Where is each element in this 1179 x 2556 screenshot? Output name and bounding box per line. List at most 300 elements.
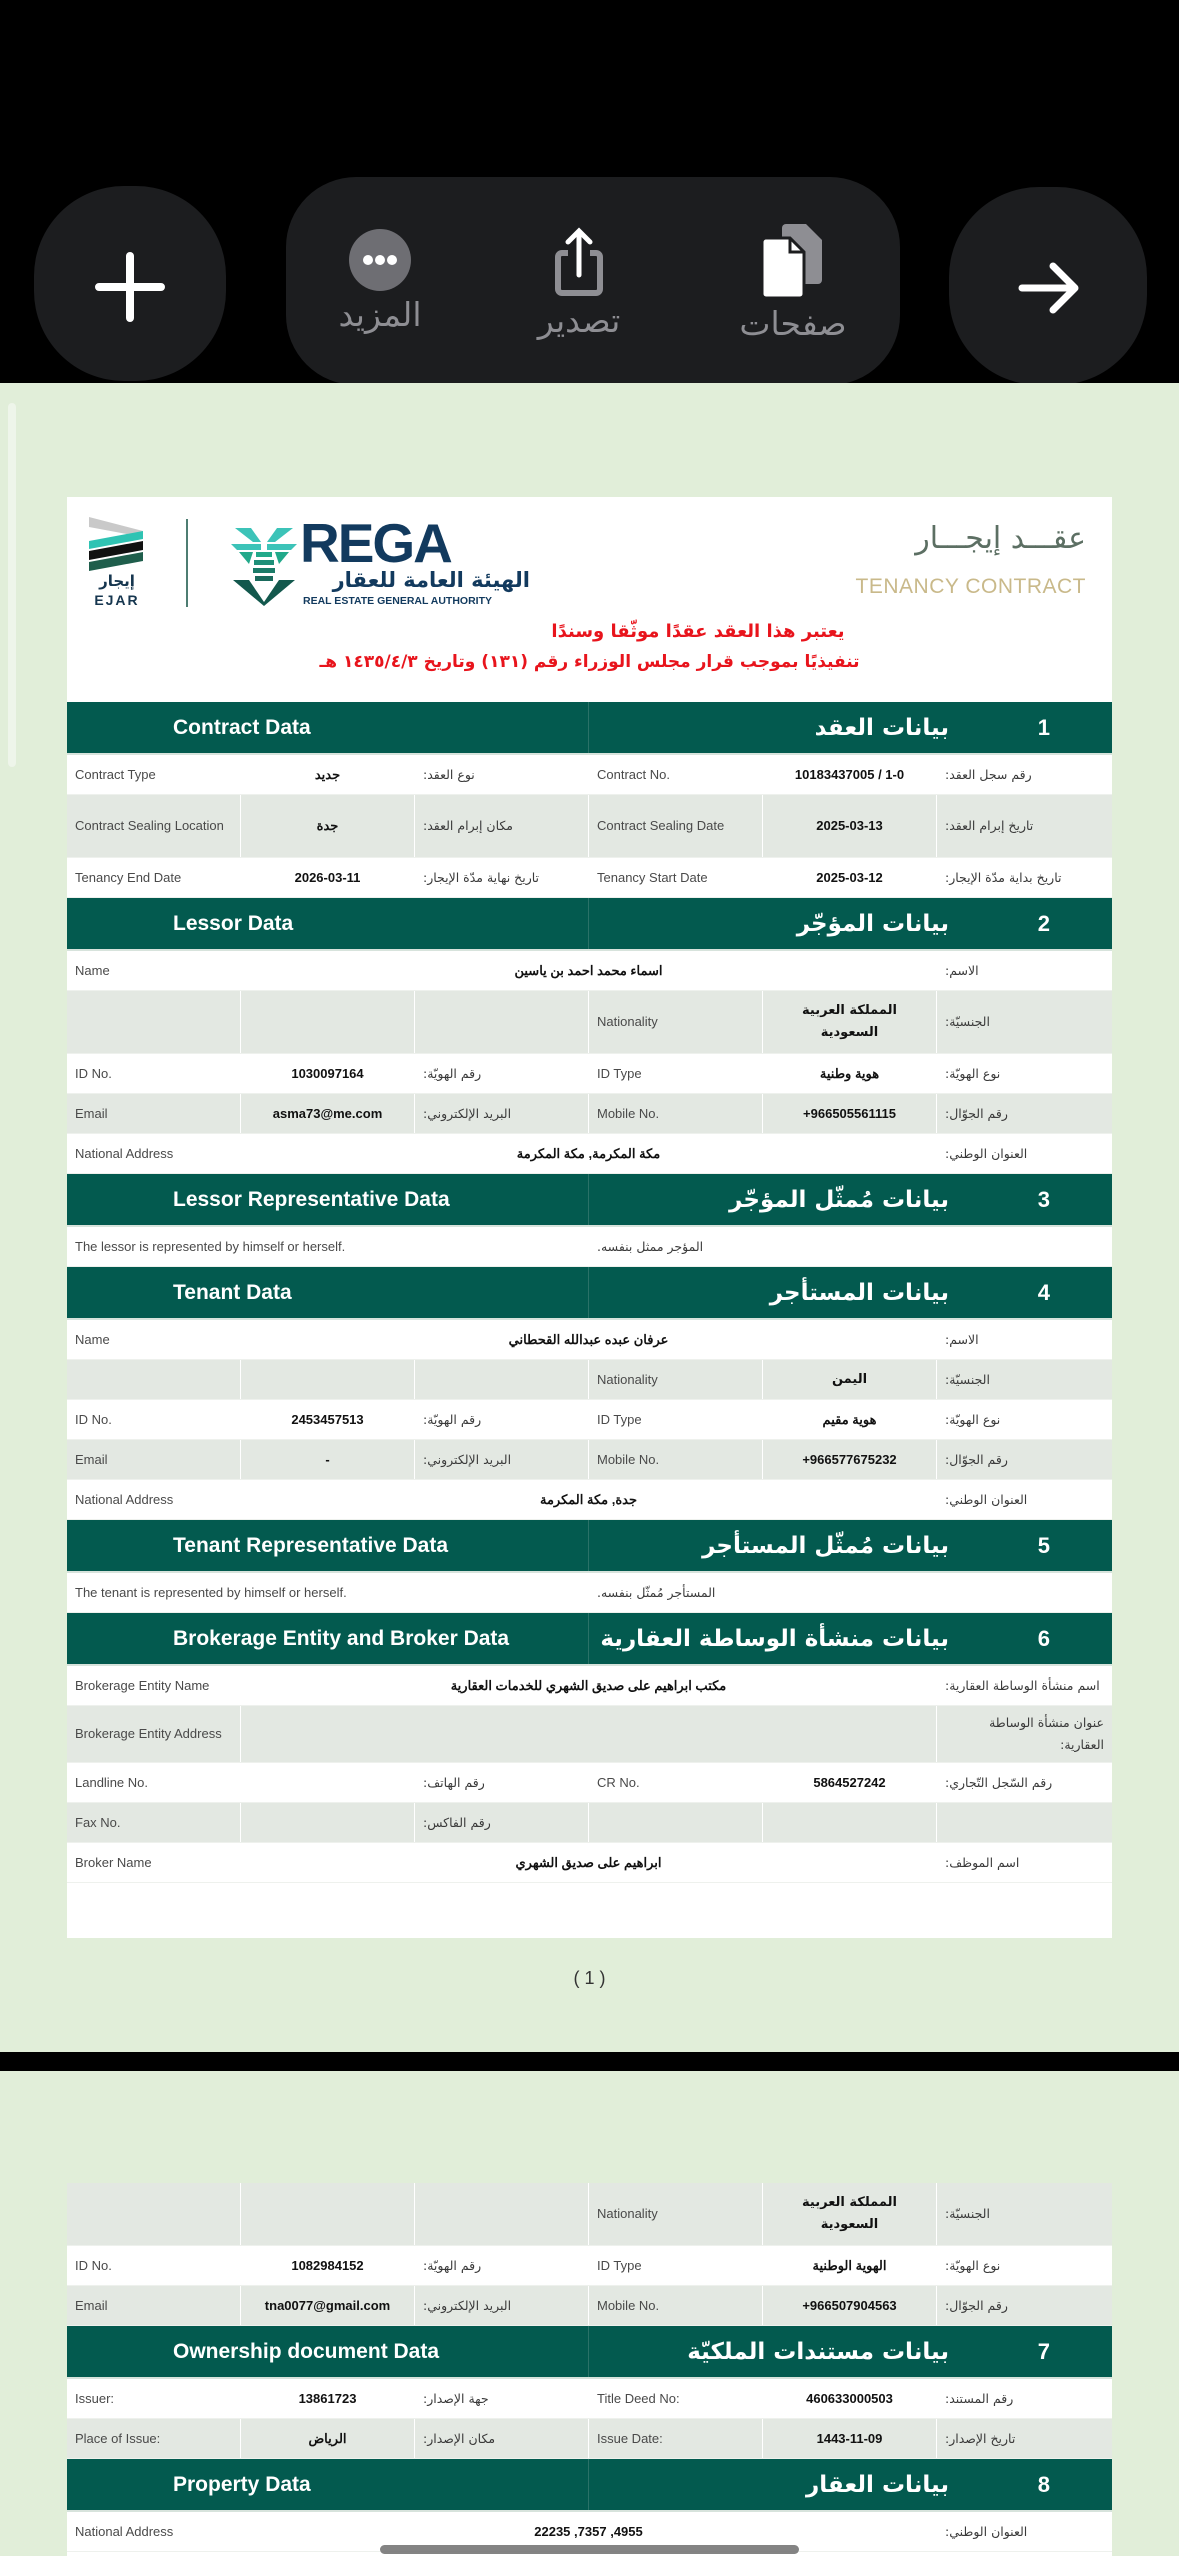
field-label-en-cell — [67, 1706, 241, 1762]
section-2 — [67, 898, 1112, 1174]
field-value-cell — [241, 795, 415, 857]
field-label-en: Brokerage Entity Address — [75, 1726, 222, 1741]
section-4 — [67, 1267, 1112, 1520]
section-header-right — [589, 1613, 1112, 1664]
field-label-en: Issuer: — [75, 2390, 115, 2406]
field-value-cell — [763, 991, 937, 1053]
field-label-en: Brokerage Entity Name — [75, 1677, 210, 1693]
section-number: 1 — [1037, 714, 1050, 740]
field-label-ar: تاريخ الإصدار: — [945, 2430, 1016, 2446]
field-value-cell — [241, 1400, 415, 1439]
notice-line-2: تنفيذيًا بموجب قرار مجلس الوزراء رقم (١٣١) وتاريخ ١٤٣٥/٤/٣ هـ — [319, 652, 860, 672]
field-value: asma73@me.com — [272, 1105, 383, 1121]
field-label-ar-cell — [937, 1666, 1112, 1705]
field-label-en-cell — [589, 1803, 763, 1842]
section-title-en: Tenant Data — [67, 1267, 589, 1318]
field-label-ar-cell — [415, 858, 589, 897]
section-title-ar: بيانات المستأجر — [769, 1279, 949, 1306]
section-title-ar: بيانات العقد — [814, 714, 949, 741]
field-label-en-cell — [589, 1094, 763, 1133]
field-value-cell — [763, 858, 937, 897]
field-label-en-cell — [589, 1054, 763, 1093]
field-label-ar: رقم الهويّة: — [423, 2257, 482, 2273]
field-label-en-cell — [589, 1360, 763, 1399]
field-value-cell — [241, 1763, 415, 1802]
contract-header — [67, 497, 1112, 702]
field-label-ar: عنوان منشأة الوساطة العقارية: — [989, 1715, 1104, 1752]
field-value-cell — [241, 1094, 415, 1133]
field-label-en: Fax No. — [75, 1814, 121, 1830]
section-title-en: Property Data — [67, 2459, 589, 2510]
section-7 — [67, 2326, 1112, 2459]
field-label-ar-cell — [937, 1480, 1112, 1519]
section-title-en: Lessor Representative Data — [67, 1174, 589, 1225]
section-number: 7 — [1037, 2338, 1050, 2364]
field-label-en: Tenancy End Date — [75, 869, 182, 885]
field-label-ar: رقم الجوّال: — [945, 1451, 1008, 1467]
field-label-en-cell — [589, 858, 763, 897]
field-label-ar: العنوان الوطني: — [945, 1145, 1028, 1161]
field-label-ar: اسم منشأة الوساطة العقارية: — [945, 1677, 1100, 1693]
share-icon — [548, 227, 610, 297]
field-label-ar-cell — [937, 2246, 1112, 2285]
field-value-cell — [241, 1803, 415, 1842]
document-toolbar — [286, 177, 900, 385]
field-label-en-cell — [589, 795, 763, 857]
field-value-cell — [241, 2419, 415, 2458]
section-header-right — [589, 1174, 1112, 1225]
field-value-cell — [241, 2286, 415, 2325]
section-header — [67, 898, 1112, 951]
field-label-ar-cell — [937, 2419, 1112, 2458]
table-row — [67, 1666, 1112, 1706]
export-button[interactable] — [499, 227, 659, 341]
field-value-cell — [763, 1360, 937, 1399]
contract-page-2 — [67, 2183, 1112, 2556]
field-label-en-cell — [67, 755, 241, 794]
field-value-cell — [763, 2379, 937, 2418]
section-title-en: Lessor Data — [67, 898, 589, 949]
field-value-cell — [763, 2183, 937, 2245]
section-title-ar: بيانات مُمثّل المؤجّر — [729, 1186, 949, 1213]
field-label-en: Name — [75, 1331, 110, 1347]
field-label-en: Email — [75, 1451, 108, 1467]
field-label-en: National Address — [75, 2523, 174, 2539]
field-label-ar-cell — [415, 1400, 589, 1439]
field-label-en-cell — [589, 2183, 763, 2245]
section-3 — [67, 1174, 1112, 1267]
field-label-ar-cell — [937, 1360, 1112, 1399]
field-label-ar-cell — [937, 1803, 1112, 1842]
table-row — [67, 1763, 1112, 1803]
field-label-ar: تاريخ نهاية مدّة الإيجار: — [423, 869, 540, 885]
field-value: 1082984152 — [291, 2257, 364, 2273]
field-label-en-cell — [589, 2246, 763, 2285]
section-header-right — [589, 1520, 1112, 1571]
field-label-en-cell — [67, 1666, 241, 1705]
field-label-ar: رقم الجوّال: — [945, 2297, 1008, 2313]
field-label-ar: رقم الهويّة: — [423, 1065, 482, 1081]
field-value: عرفان عبده عبدالله القحطاني — [508, 1331, 669, 1347]
section-header-right — [589, 2326, 1112, 2377]
table-row — [67, 795, 1112, 858]
section-number: 4 — [1037, 1279, 1050, 1305]
contract-sections — [67, 702, 1112, 1883]
pages-button[interactable] — [713, 222, 873, 344]
section-title-ar: بيانات مستندات الملكيّة — [687, 2338, 949, 2365]
field-label-ar-cell — [415, 2183, 589, 2245]
field-label-ar: العنوان الوطني: — [945, 2523, 1028, 2539]
table-row — [67, 2419, 1112, 2459]
field-value: الرياض — [308, 2430, 347, 2446]
pages-label: صفحات — [739, 304, 847, 343]
field-value: +966577675232 — [802, 1451, 897, 1467]
field-label-en-cell — [67, 951, 241, 990]
field-label-en-cell — [67, 1320, 241, 1359]
field-label-ar: رقم الجوّال: — [945, 1105, 1008, 1121]
field-label-ar-cell — [415, 2246, 589, 2285]
field-label-ar: البريد الإلكتروني: — [423, 2297, 512, 2313]
section-number: 5 — [1037, 1532, 1050, 1558]
table-row — [67, 1803, 1112, 1843]
contract-sections-2 — [67, 2183, 1112, 2552]
field-label-ar: الجنسيّة: — [945, 2206, 990, 2221]
field-value: +966505561115 — [803, 1105, 896, 1121]
field-label-en: National Address — [75, 1491, 174, 1507]
field-label-en: Name — [75, 962, 110, 978]
field-value: جدة, مكة المكرمة — [540, 1491, 637, 1507]
section-8 — [67, 2459, 1112, 2552]
scroll-indicator[interactable] — [8, 403, 16, 767]
field-value-cell — [241, 2379, 415, 2418]
section-header-right — [589, 898, 1112, 949]
field-value: اسماء محمد احمد بن ياسين — [514, 962, 663, 978]
field-label-ar-cell — [415, 2286, 589, 2325]
field-value: 2025-03-12 — [816, 869, 883, 885]
section-title-ar: بيانات المؤجّر — [796, 910, 949, 937]
field-value-cell — [241, 991, 415, 1053]
field-value: الهوية الوطنية — [812, 2257, 887, 2273]
field-label-ar: نوع الهويّة: — [945, 2257, 1001, 2273]
table-row — [67, 2379, 1112, 2419]
field-label-en-cell — [67, 2183, 241, 2245]
field-label-en-cell — [67, 2246, 241, 2285]
field-label-en-cell — [589, 991, 763, 1053]
table-row — [67, 755, 1112, 795]
field-label-ar-cell — [937, 2286, 1112, 2325]
section-6 — [67, 1613, 1112, 1883]
field-label-en: Tenancy Start Date — [597, 869, 708, 885]
field-label-en-cell — [67, 991, 241, 1053]
field-label-en-cell — [67, 858, 241, 897]
contract-title-ar: عقـــد إيجـــار — [915, 521, 1086, 556]
section-number: 3 — [1037, 1186, 1050, 1212]
field-value: 2026-03-11 — [294, 869, 361, 885]
field-label-ar-cell — [937, 1054, 1112, 1093]
section-header — [67, 1520, 1112, 1573]
logo-divider — [186, 519, 188, 607]
field-label-ar: مكان الإصدار: — [423, 2430, 496, 2446]
representation-text-en: The tenant is represented by himself or herself. — [67, 1573, 589, 1612]
table-row — [67, 991, 1112, 1054]
field-value: 460633000503 — [806, 2390, 893, 2406]
section-number: 6 — [1037, 1625, 1050, 1651]
field-label-ar: رقم السّجل التّجاري: — [945, 1774, 1053, 1790]
field-label-ar: مكان إبرام العقد: — [423, 818, 514, 833]
field-value-cell — [241, 1843, 937, 1882]
field-label-en: ID Type — [597, 1065, 642, 1081]
field-label-ar: رقم المستند: — [945, 2390, 1014, 2406]
field-label-ar: البريد الإلكتروني: — [423, 1451, 512, 1467]
more-label: المزيد — [338, 295, 422, 334]
field-label-en-cell — [67, 1803, 241, 1842]
field-label-en-cell — [67, 1843, 241, 1882]
field-label-en: Place of Issue: — [75, 2430, 161, 2446]
section-header — [67, 2459, 1112, 2512]
field-label-ar-cell — [415, 795, 589, 857]
field-label-en-cell — [589, 2419, 763, 2458]
field-label-ar-cell — [937, 795, 1112, 857]
field-label-en: Broker Name — [75, 1854, 152, 1870]
field-value-cell — [241, 1134, 937, 1173]
rega-english-name: REAL ESTATE GENERAL AUTHORITY — [303, 595, 493, 607]
section-header — [67, 1174, 1112, 1227]
section-1 — [67, 702, 1112, 898]
field-value: هوية وطنية — [819, 1065, 880, 1081]
field-label-ar: الجنسيّة: — [945, 1371, 990, 1387]
section-title-en: Tenant Representative Data — [67, 1520, 589, 1571]
rega-arabic-name: الهيئة العامة للعقار — [332, 568, 530, 592]
field-label-ar: رقم الهويّة: — [423, 1411, 482, 1427]
section-number: 2 — [1037, 910, 1050, 936]
field-value-cell — [763, 795, 937, 857]
field-value: 4955, 7357, 22235 — [534, 2523, 643, 2539]
field-label-en-cell — [589, 2379, 763, 2418]
field-label-en: Mobile No. — [597, 1105, 660, 1121]
field-value-cell — [763, 1763, 937, 1802]
page-number: ( 1 ) — [573, 1968, 606, 1988]
table-row — [67, 2286, 1112, 2326]
representation-text-ar: المؤجر ممثل بنفسه. — [589, 1227, 1112, 1266]
field-value-cell — [763, 2246, 937, 2285]
field-value-cell — [241, 1320, 937, 1359]
notice-line-1: يعتبر هذا العقد عقدًا موثّقا وسندًا — [551, 621, 845, 642]
field-label-ar-cell — [937, 951, 1112, 990]
field-value: المملكة العربية السعودية — [802, 2195, 897, 2232]
section-5 — [67, 1520, 1112, 1613]
home-indicator[interactable] — [380, 2545, 799, 2554]
field-label-en-cell — [589, 1440, 763, 1479]
field-value: +966507904563 — [802, 2297, 897, 2313]
field-value: جديد — [314, 766, 341, 782]
field-value-cell — [241, 2246, 415, 2285]
table-row — [67, 1706, 1112, 1763]
field-label-ar-cell — [415, 1094, 589, 1133]
field-label-en: ID Type — [597, 1411, 642, 1427]
table-row — [67, 1054, 1112, 1094]
field-label-en: Issue Date: — [597, 2430, 663, 2446]
ejar-logo-ar: إيجار — [99, 572, 135, 590]
field-value: tna0077@gmail.com — [264, 2297, 391, 2313]
section-title-ar: بيانات منشأة الوساطة العقارية — [600, 1625, 949, 1652]
table-row — [67, 1134, 1112, 1174]
section-header — [67, 702, 1112, 755]
field-label-ar-cell — [937, 1320, 1112, 1359]
field-value: مكتب ابراهيم على صديق الشهري للخدمات العقارية — [450, 1677, 727, 1693]
field-value: جدة — [316, 818, 339, 833]
field-label-ar: جهة الإصدار: — [423, 2390, 489, 2406]
field-label-en-cell — [589, 2286, 763, 2325]
field-value-cell — [241, 1440, 415, 1479]
field-label-ar: الاسم: — [945, 962, 979, 978]
export-label: تصدير — [537, 301, 621, 340]
field-value: ابراهيم على صديق الشهري — [515, 1854, 662, 1870]
field-value-cell — [241, 755, 415, 794]
field-label-en-cell — [67, 1134, 241, 1173]
field-label-en: ID No. — [75, 1411, 112, 1427]
field-value-cell — [241, 1054, 415, 1093]
field-value: - — [325, 1451, 330, 1467]
field-label-en: Mobile No. — [597, 2297, 660, 2313]
field-label-en-cell — [589, 755, 763, 794]
field-label-en: ID Type — [597, 2257, 642, 2273]
section-title-ar: بيانات العقار — [806, 2471, 949, 2498]
section-header — [67, 2326, 1112, 2379]
field-label-ar: تاريخ إبرام العقد: — [945, 818, 1034, 833]
contract-page-1 — [67, 497, 1112, 1938]
table-row — [67, 1480, 1112, 1520]
field-label-ar-cell — [415, 1360, 589, 1399]
table-row — [67, 1360, 1112, 1400]
table-row — [67, 858, 1112, 898]
field-value-cell — [241, 858, 415, 897]
table-row — [67, 1573, 1112, 1613]
field-label-en-cell — [67, 1763, 241, 1802]
field-label-ar: نوع الهويّة: — [945, 1065, 1001, 1081]
section-header-right — [589, 702, 1112, 753]
field-label-ar: نوع العقد: — [423, 766, 475, 782]
field-label-ar-cell — [937, 2183, 1112, 2245]
field-value: 10183437005 / 1-0 — [794, 766, 905, 782]
table-row — [67, 2246, 1112, 2286]
ejar-logo-icon — [89, 517, 145, 571]
field-label-en: Nationality — [597, 1371, 658, 1387]
field-label-en-cell — [67, 2512, 241, 2551]
field-label-en: Email — [75, 1105, 108, 1121]
field-value: مكة المكرمة, مكة المكرمة — [516, 1145, 661, 1161]
field-label-en-cell — [67, 2419, 241, 2458]
field-value-cell — [241, 1706, 937, 1762]
add-button[interactable] — [34, 186, 226, 381]
field-label-en-cell — [67, 2286, 241, 2325]
field-label-ar: نوع الهويّة: — [945, 1411, 1001, 1427]
field-label-ar: اسم الموظف: — [945, 1854, 1020, 1870]
field-label-ar-cell — [937, 1843, 1112, 1882]
field-label-ar: البريد الإلكتروني: — [423, 1105, 512, 1121]
field-label-ar-cell — [937, 991, 1112, 1053]
section-title-en: Ownership document Data — [67, 2326, 589, 2377]
field-label-en: Email — [75, 2297, 108, 2313]
field-label-en-cell — [67, 1360, 241, 1399]
plus-icon — [34, 186, 226, 381]
field-label-ar-cell — [415, 2419, 589, 2458]
contract-title-en: TENANCY CONTRACT — [855, 575, 1086, 598]
field-value: 2453457513 — [291, 1411, 364, 1427]
field-label-ar-cell — [937, 755, 1112, 794]
field-value-cell — [763, 1440, 937, 1479]
field-label-ar-cell — [937, 1763, 1112, 1802]
field-value-cell — [763, 1400, 937, 1439]
field-value-cell — [241, 951, 937, 990]
forward-button[interactable] — [949, 187, 1147, 385]
field-value-cell — [763, 2419, 937, 2458]
field-value: هوية مقيم — [822, 1411, 877, 1427]
field-label-en-cell — [67, 1440, 241, 1479]
field-label-ar-cell — [937, 2379, 1112, 2418]
field-label-en: CR No. — [597, 1774, 640, 1790]
field-value: 13861723 — [298, 2390, 357, 2406]
page-separator — [0, 2052, 1179, 2071]
field-value-cell — [241, 2183, 415, 2245]
section-header-right — [589, 1267, 1112, 1318]
field-label-ar: رقم الهاتف: — [423, 1774, 485, 1790]
field-label-en-cell — [67, 1400, 241, 1439]
section-number: 8 — [1037, 2471, 1050, 2497]
field-label-en: ID No. — [75, 2257, 112, 2273]
field-value-cell — [763, 1054, 937, 1093]
field-label-en-cell — [67, 1054, 241, 1093]
field-label-en: Nationality — [597, 2206, 658, 2221]
field-value: المملكة العربية السعودية — [802, 1003, 897, 1040]
table-row — [67, 1320, 1112, 1360]
field-label-ar: الجنسيّة: — [945, 1014, 990, 1029]
representation-text-ar: المستأجر مُمثّل بنفسه. — [589, 1573, 1112, 1612]
field-label-en: Contract No. — [597, 766, 670, 782]
field-value-cell — [763, 2286, 937, 2325]
field-label-en: Contract Sealing Location — [75, 818, 224, 833]
field-label-en: National Address — [75, 1145, 174, 1161]
field-label-ar: تاريخ بداية مدّة الإيجار: — [945, 869, 1062, 885]
field-value-cell — [763, 1803, 937, 1842]
table-row — [67, 1843, 1112, 1883]
field-value-cell — [241, 1480, 937, 1519]
field-label-ar-cell — [937, 1094, 1112, 1133]
field-label-ar-cell — [415, 1440, 589, 1479]
table-row — [67, 951, 1112, 991]
field-label-ar-cell — [415, 755, 589, 794]
field-value-cell — [241, 1666, 937, 1705]
field-label-ar-cell — [937, 1440, 1112, 1479]
table-row — [67, 1400, 1112, 1440]
field-label-en-cell — [67, 795, 241, 857]
field-label-en-cell — [67, 1480, 241, 1519]
field-label-en-cell — [67, 2379, 241, 2418]
table-row — [67, 1227, 1112, 1267]
field-label-en: Mobile No. — [597, 1451, 660, 1467]
field-label-ar-cell — [415, 2379, 589, 2418]
rega-logo-text: REGA — [300, 512, 451, 574]
pages-icon — [758, 222, 828, 300]
field-label-ar-cell — [937, 1400, 1112, 1439]
field-value: 1443-11-09 — [816, 2430, 883, 2446]
rega-palm-icon — [231, 520, 297, 606]
field-label-ar-cell — [937, 858, 1112, 897]
more-button[interactable] — [300, 229, 460, 335]
field-label-en: Title Deed No: — [597, 2390, 680, 2406]
field-label-ar-cell — [937, 2512, 1112, 2551]
section-header — [67, 1267, 1112, 1320]
field-label-ar-cell — [415, 1054, 589, 1093]
